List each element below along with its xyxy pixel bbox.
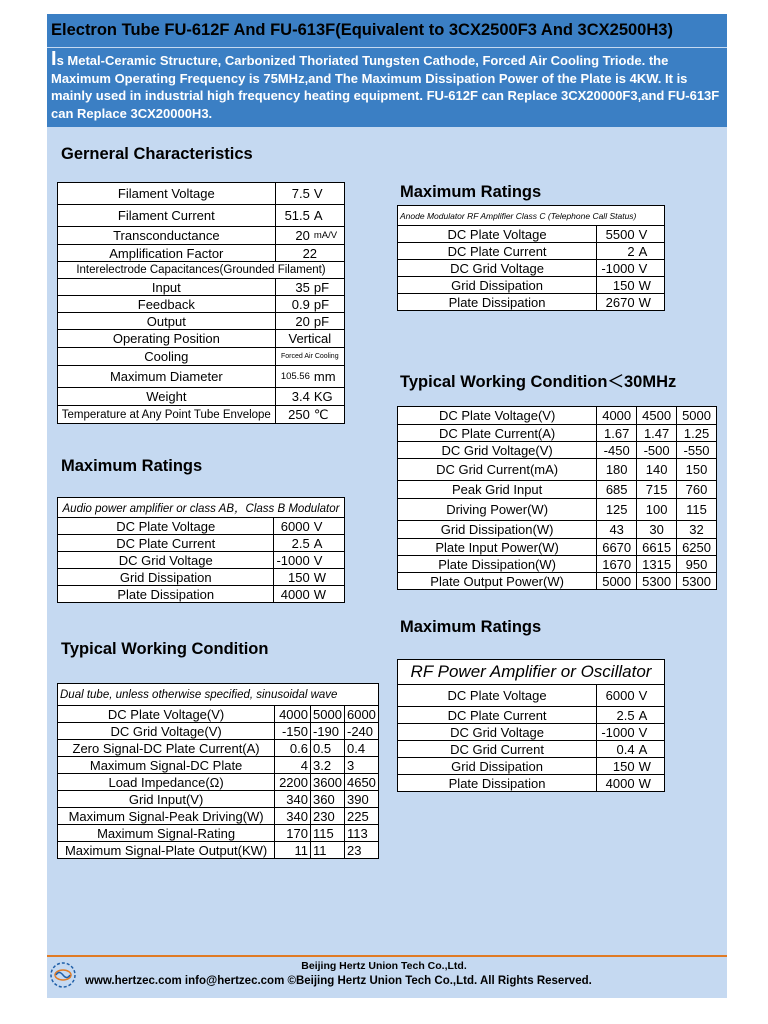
table-row <box>398 775 665 792</box>
row-label: Grid Dissipation <box>398 277 597 294</box>
row-label: DC Plate Voltage <box>398 226 597 243</box>
cell-value: 390 <box>344 791 378 808</box>
row-unit: A <box>312 205 345 227</box>
cell-value: 1670 <box>597 556 637 573</box>
row-label: DC Plate Voltage <box>58 518 274 535</box>
table-row <box>398 459 717 481</box>
cell-value: 115 <box>311 825 345 842</box>
row-label: Maximum Diameter <box>58 366 276 388</box>
cell-value: 170 <box>275 825 311 842</box>
row-value: 0.9 <box>275 296 312 313</box>
cell-value: 6250 <box>677 539 717 556</box>
row-unit: W <box>637 294 665 311</box>
table-row <box>58 366 345 388</box>
row-label: Operating Position <box>58 330 276 348</box>
typical-audio-table <box>57 683 379 859</box>
row-label: Output <box>58 313 276 330</box>
cell-value: 4 <box>275 757 311 774</box>
table-row <box>398 724 665 741</box>
cell-value: 180 <box>597 459 637 481</box>
row-value: Forced Air Cooling <box>275 348 344 366</box>
cell-value: -190 <box>311 723 345 740</box>
table-row <box>58 740 379 757</box>
table-row <box>398 226 665 243</box>
table-row <box>58 262 345 279</box>
row-unit: mA/V <box>312 227 345 245</box>
row-unit: V <box>312 518 345 535</box>
row-value: 4000 <box>274 586 312 603</box>
cell-value: 4500 <box>637 407 677 425</box>
footer-company: Beijing Hertz Union Tech Co.,Ltd. <box>301 960 467 972</box>
cell-value: 11 <box>275 842 311 859</box>
row-label: Feedback <box>58 296 276 313</box>
row-value: 3.4 <box>275 388 312 406</box>
table-row <box>58 535 345 552</box>
table-row <box>398 206 665 226</box>
row-label: DC Plate Current <box>58 535 274 552</box>
cell-value: 4000 <box>597 407 637 425</box>
row-label: Grid Dissipation <box>398 758 597 775</box>
table-row <box>398 573 717 590</box>
table-caption: Dual tube, unless otherwise specified, sinusoidal wave <box>58 684 379 706</box>
row-value: 2.5 <box>274 535 312 552</box>
table-row <box>398 660 665 685</box>
general-table <box>57 182 345 424</box>
row-value: 20 <box>275 313 312 330</box>
max-audio-table <box>57 497 345 603</box>
table-row <box>58 245 345 262</box>
table-caption: Audio power amplifier or class AB，Class B Modulator <box>58 498 345 518</box>
description-initial: I <box>51 48 57 70</box>
row-label: Interelectrode Capacitances(Grounded Filament) <box>58 262 345 279</box>
table-row <box>398 521 717 539</box>
table-row <box>398 425 717 442</box>
cell-value: 1.47 <box>637 425 677 442</box>
cell-value: 340 <box>275 791 311 808</box>
row-value: 2 <box>597 243 637 260</box>
table-row <box>58 723 379 740</box>
row-label: Zero Signal-DC Plate Current(A) <box>58 740 275 757</box>
cell-value: 5000 <box>597 573 637 590</box>
table-row <box>58 388 345 406</box>
general-heading: Gerneral Characteristics <box>61 145 253 163</box>
cell-value: 4650 <box>344 774 378 791</box>
max-anode-table <box>397 205 665 311</box>
row-unit: W <box>637 277 665 294</box>
cell-value: 115 <box>677 499 717 521</box>
row-unit: W <box>637 758 665 775</box>
row-label: Plate Output Power(W) <box>398 573 597 590</box>
table-row <box>58 205 345 227</box>
cell-value: 950 <box>677 556 717 573</box>
row-unit: V <box>637 724 665 741</box>
cell-value: 6670 <box>597 539 637 556</box>
row-label: Peak Grid Input <box>398 481 597 499</box>
row-label: Grid Dissipation(W) <box>398 521 597 539</box>
row-label: DC Plate Voltage <box>398 685 597 707</box>
table-row <box>58 791 379 808</box>
row-value: 105.56 <box>275 366 312 388</box>
table-row <box>398 277 665 294</box>
cell-value: 1.67 <box>597 425 637 442</box>
table-caption: RF Power Amplifier or Oscillator <box>398 660 665 685</box>
row-label: Cooling <box>58 348 276 366</box>
row-unit: V <box>312 183 345 205</box>
row-unit: A <box>637 243 665 260</box>
table-row <box>58 406 345 424</box>
row-label: Plate Dissipation <box>398 775 597 792</box>
cell-value: -240 <box>344 723 378 740</box>
cell-value: 100 <box>637 499 677 521</box>
row-label: Transconductance <box>58 227 276 245</box>
row-label: DC Plate Voltage(V) <box>58 706 275 723</box>
cell-value: 32 <box>677 521 717 539</box>
cell-value: 0.5 <box>311 740 345 757</box>
row-label: Filament Current <box>58 205 276 227</box>
table-row <box>58 279 345 296</box>
table-row <box>58 348 345 366</box>
footer-contact: www.hertzec.com info@hertzec.com ©Beijing Hertz Union Tech Co.,Ltd. All Rights Reserved. <box>85 975 592 987</box>
table-row <box>398 294 665 311</box>
row-value: 2.5 <box>597 707 637 724</box>
row-label: Temperature at Any Point Tube Envelope <box>58 406 276 424</box>
table-row <box>58 808 379 825</box>
cell-value: 225 <box>344 808 378 825</box>
max-audio-heading: Maximum Ratings <box>61 457 203 475</box>
row-unit: V <box>637 260 665 277</box>
row-label: Filament Voltage <box>58 183 276 205</box>
table-row <box>398 707 665 724</box>
table-row <box>398 556 717 573</box>
row-value: 35 <box>275 279 312 296</box>
row-unit: pF <box>312 296 345 313</box>
table-row <box>58 569 345 586</box>
row-value: 7.5 <box>275 183 312 205</box>
table-row <box>398 260 665 277</box>
row-value: 0.4 <box>597 741 637 758</box>
row-label: DC Grid Voltage <box>398 260 597 277</box>
row-value: 250 <box>275 406 312 424</box>
row-value: 20 <box>275 227 312 245</box>
row-label: Load Impedance(Ω) <box>58 774 275 791</box>
typical-30-table <box>397 406 717 590</box>
row-unit: V <box>312 552 345 569</box>
cell-value: 23 <box>344 842 378 859</box>
max-rf-heading: Maximum Ratings <box>400 618 542 636</box>
row-unit: pF <box>312 313 345 330</box>
cell-value: 125 <box>597 499 637 521</box>
cell-value: 3 <box>344 757 378 774</box>
table-row <box>58 330 345 348</box>
cell-value: 113 <box>344 825 378 842</box>
cell-value: 11 <box>311 842 345 859</box>
row-value: 150 <box>274 569 312 586</box>
table-row <box>58 552 345 569</box>
row-label: Plate Dissipation(W) <box>398 556 597 573</box>
table-row <box>398 499 717 521</box>
table-row <box>58 757 379 774</box>
row-unit: A <box>637 707 665 724</box>
cell-value: 340 <box>275 808 311 825</box>
cell-value: 30 <box>637 521 677 539</box>
row-label: Grid Input(V) <box>58 791 275 808</box>
table-row <box>58 498 345 518</box>
row-unit: V <box>637 685 665 707</box>
row-label: DC Grid Current <box>398 741 597 758</box>
row-value: Vertical <box>275 330 344 348</box>
row-value: -1000 <box>274 552 312 569</box>
cell-value: 2200 <box>275 774 311 791</box>
cell-value: 760 <box>677 481 717 499</box>
row-unit: V <box>637 226 665 243</box>
table-row <box>398 685 665 707</box>
row-label: DC Grid Current(mA) <box>398 459 597 481</box>
table-row <box>398 741 665 758</box>
row-label: DC Grid Voltage <box>58 552 274 569</box>
cell-value: -500 <box>637 442 677 459</box>
cell-value: 6000 <box>344 706 378 723</box>
row-label: Plate Dissipation <box>58 586 274 603</box>
table-row <box>398 442 717 459</box>
cell-value: 150 <box>677 459 717 481</box>
row-label: Weight <box>58 388 276 406</box>
cell-value: 0.6 <box>275 740 311 757</box>
cell-value: 140 <box>637 459 677 481</box>
row-label: DC Grid Voltage(V) <box>58 723 275 740</box>
row-value: 51.5 <box>275 205 312 227</box>
table-row <box>58 227 345 245</box>
row-label: DC Grid Voltage(V) <box>398 442 597 459</box>
footer-divider <box>47 955 727 957</box>
table-row <box>398 407 717 425</box>
row-unit: A <box>312 535 345 552</box>
table-row <box>58 183 345 205</box>
row-value: 22 <box>275 245 344 262</box>
description <box>47 48 727 127</box>
row-unit: pF <box>312 279 345 296</box>
cell-value: 3600 <box>311 774 345 791</box>
cell-value: -150 <box>275 723 311 740</box>
table-row <box>398 539 717 556</box>
cell-value: 3.2 <box>311 757 345 774</box>
row-unit: W <box>637 775 665 792</box>
row-value: 2670 <box>597 294 637 311</box>
cell-value: 0.4 <box>344 740 378 757</box>
cell-value: 360 <box>311 791 345 808</box>
max-anode-heading: Maximum Ratings <box>400 183 542 201</box>
row-label: DC Plate Current <box>398 243 597 260</box>
row-label: Amplification Factor <box>58 245 276 262</box>
row-unit: W <box>312 586 345 603</box>
cell-value: 230 <box>311 808 345 825</box>
cell-value: 4000 <box>275 706 311 723</box>
row-unit: A <box>637 741 665 758</box>
row-label: Driving Power(W) <box>398 499 597 521</box>
table-row <box>58 684 379 706</box>
cell-value: 5000 <box>677 407 717 425</box>
table-row <box>398 758 665 775</box>
row-label: Input <box>58 279 276 296</box>
cell-value: 6615 <box>637 539 677 556</box>
table-row <box>58 774 379 791</box>
cell-value: 43 <box>597 521 637 539</box>
row-value: -1000 <box>597 724 637 741</box>
row-value: -1000 <box>597 260 637 277</box>
table-row <box>58 825 379 842</box>
row-value: 150 <box>597 277 637 294</box>
row-value: 4000 <box>597 775 637 792</box>
cell-value: 5000 <box>311 706 345 723</box>
cell-value: 5300 <box>677 573 717 590</box>
row-label: DC Grid Voltage <box>398 724 597 741</box>
row-unit: KG <box>312 388 345 406</box>
typical-audio-heading: Typical Working Condition <box>61 640 269 658</box>
row-value: 6000 <box>597 685 637 707</box>
row-unit: W <box>312 569 345 586</box>
table-row <box>58 313 345 330</box>
row-value: 150 <box>597 758 637 775</box>
cell-value: 715 <box>637 481 677 499</box>
table-row <box>398 243 665 260</box>
row-value: 5500 <box>597 226 637 243</box>
cell-value: -550 <box>677 442 717 459</box>
row-label: Plate Input Power(W) <box>398 539 597 556</box>
row-label: Maximum Signal-Rating <box>58 825 275 842</box>
row-label: DC Plate Current <box>398 707 597 724</box>
row-label: DC Plate Voltage(V) <box>398 407 597 425</box>
cell-value: 1.25 <box>677 425 717 442</box>
table-row <box>58 706 379 723</box>
table-row <box>58 296 345 313</box>
page-title: Electron Tube FU-612F And FU-613F(Equivalent to 3CX2500F3 And 3CX2500H3) <box>47 14 727 47</box>
cell-value: -450 <box>597 442 637 459</box>
cell-value: 1315 <box>637 556 677 573</box>
table-row <box>58 586 345 603</box>
max-rf-table <box>397 659 665 792</box>
row-label: Maximum Signal-Plate Output(KW) <box>58 842 275 859</box>
row-label: Plate Dissipation <box>398 294 597 311</box>
row-label: Grid Dissipation <box>58 569 274 586</box>
row-value: 6000 <box>274 518 312 535</box>
row-unit: mm <box>312 366 345 388</box>
table-row <box>58 518 345 535</box>
row-unit: ℃ <box>312 406 345 424</box>
row-label: DC Plate Current(A) <box>398 425 597 442</box>
table-row <box>58 842 379 859</box>
cell-value: 685 <box>597 481 637 499</box>
cell-value: 5300 <box>637 573 677 590</box>
table-row <box>398 481 717 499</box>
description-text: s Metal-Ceramic Structure, Carbonized Thoriated Tungsten Cathode, Forced Air Cooling Triode. the Maximum Operating Frequency is 75MHz,and The Maximum Dissipation Power of the Plate is 4KW. It is mainly used in industrial high frequency heating equipment. FU-612F can Replace 3CX20000F3,and FU-613F can Replace 3CX20000H3. <box>51 53 720 121</box>
typical-30-heading: Typical Working Condition＜30MHz <box>400 373 677 391</box>
row-label: Maximum Signal-Peak Driving(W) <box>58 808 275 825</box>
row-label: Maximum Signal-DC Plate <box>58 757 275 774</box>
table-caption: Anode Modulator RF Amplifier Class C (Telephone Call Status) <box>398 206 665 226</box>
